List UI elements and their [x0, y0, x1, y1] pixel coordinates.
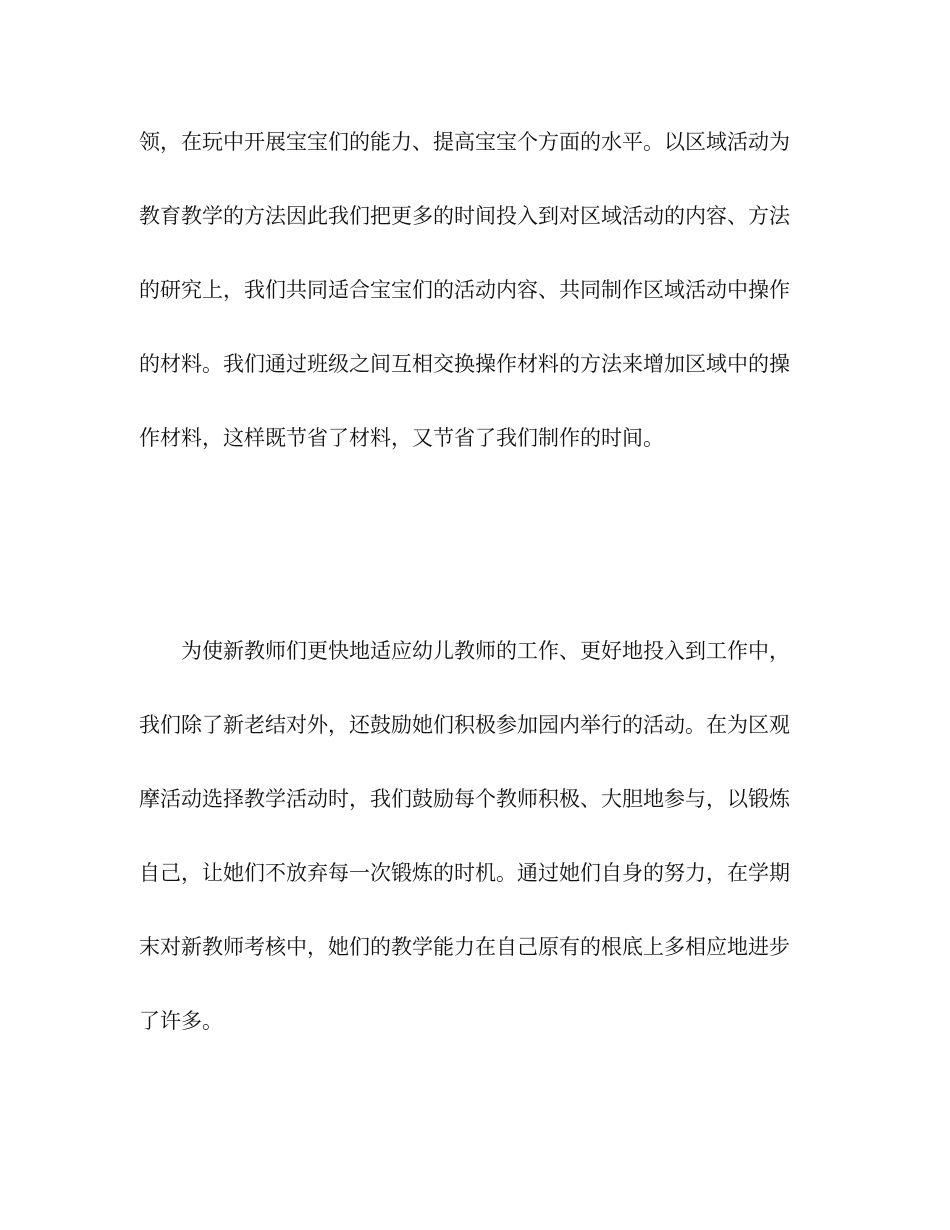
paragraph-line: 我们除了新老结对外，还鼓励她们积极参加园内举行的活动。在为区观 [139, 713, 790, 737]
paragraph-line: 了许多。 [139, 1009, 223, 1033]
paragraph-line: 的材料。我们通过班级之间互相交换操作材料的方法来增加区域中的操 [139, 352, 790, 376]
paragraph-line: 末对新教师考核中，她们的教学能力在自己原有的根底上多相应地进步 [139, 935, 790, 959]
paragraph-1 [139, 128, 819, 498]
paragraph-line: 教育教学的方法因此我们把更多的时间投入到对区域活动的内容、方法 [139, 204, 790, 228]
paragraph-line: 的研究上，我们共同适合宝宝们的活动内容、共同制作区域活动中操作 [139, 278, 790, 302]
paragraph-line: 摩活动选择教学活动时，我们鼓励每个教师积极、大胆地参与，以锻炼 [139, 787, 790, 811]
paragraph-line: 为使新教师们更快地适应幼儿教师的工作、更好地投入到工作中， [181, 639, 790, 663]
paragraph-line: 领，在玩中开展宝宝们的能力、提高宝宝个方面的水平。以区域活动为 [139, 130, 790, 154]
paragraph-line: 自己，让她们不放弃每一次锻炼的时机。通过她们自身的努力，在学期 [139, 861, 790, 885]
paragraph-line: 作材料，这样既节省了材料，又节省了我们制作的时间。 [139, 426, 664, 450]
paragraph-2 [139, 637, 819, 1081]
